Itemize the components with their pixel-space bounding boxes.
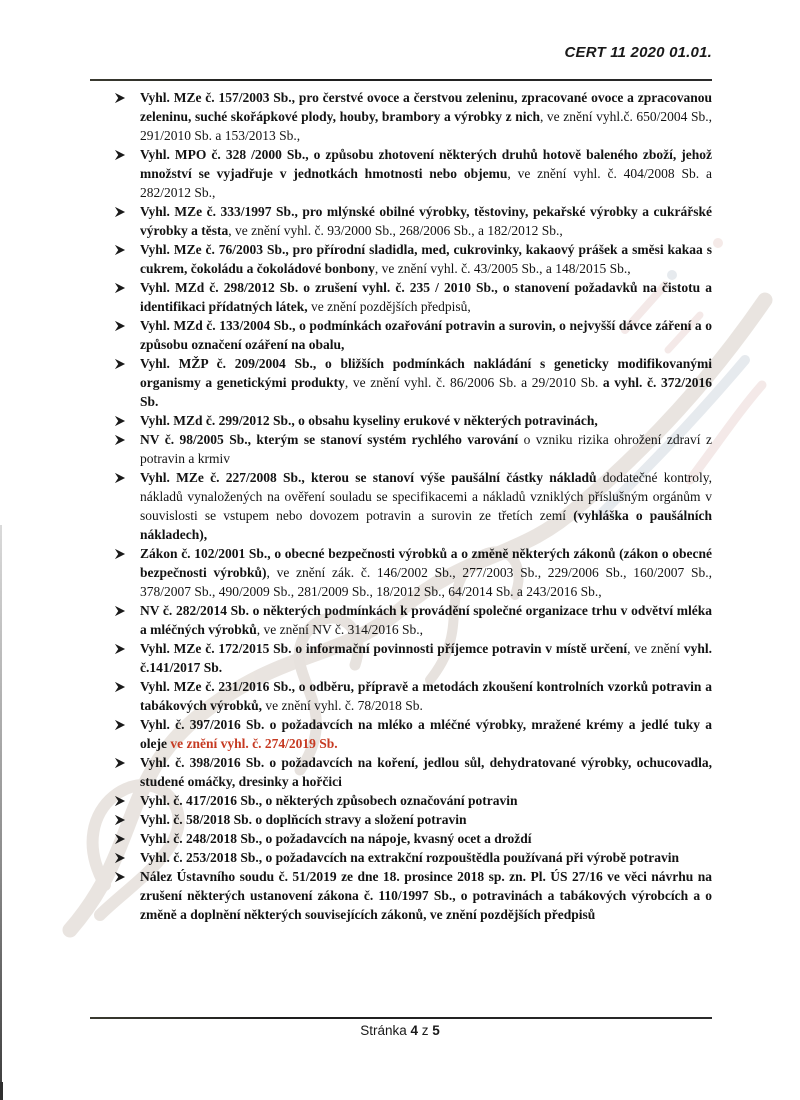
text-segment: , ve znění zák. č. 146/2002 Sb., 277/2003 Sb., 229/2006 Sb., 160/2007 Sb., 378/2007 Sb., 490/2009 Sb., 281/2009 Sb., 18/2012 Sb., 64/2014 Sb. a 243/2016 Sb., bbox=[140, 565, 712, 599]
regulation-list bbox=[90, 88, 712, 924]
text-segment: , ve znění vyhl.č. 650/2004 Sb., 291/2010 Sb. a 153/2013 Sb., bbox=[140, 109, 712, 143]
arrow-bullet-icon bbox=[114, 643, 126, 655]
text-segment: a vyhl. č. 372/2016 Sb. bbox=[140, 375, 712, 409]
text-segment: ve znění vyhl. č. 274/2019 Sb. bbox=[170, 736, 338, 751]
arrow-bullet-icon bbox=[114, 548, 126, 560]
text-segment: Zákon č. 102/2001 Sb., o obecné bezpečnosti výrobků a o změně některých zákonů (zákon o obecné bezpečnosti výrobků) bbox=[140, 546, 712, 580]
text-segment: 5 bbox=[432, 1023, 440, 1038]
list-item bbox=[90, 411, 712, 430]
arrow-bullet-icon bbox=[114, 605, 126, 617]
text-segment: 4 bbox=[410, 1023, 418, 1038]
text-segment: Vyhl. MZe č. 76/2003 Sb., pro přírodní sladidla, med, cukrovinky, kakaový prášek a směsi kakaa s cukrem, čokoládu a čokoládové bonbony bbox=[140, 242, 712, 276]
list-item bbox=[90, 202, 712, 240]
list-item bbox=[90, 430, 712, 468]
arrow-bullet-icon bbox=[114, 415, 126, 427]
arrow-bullet-icon bbox=[114, 92, 126, 104]
text-segment: Vyhl. MZd č. 299/2012 Sb., o obsahu kyseliny erukové v některých potravinách, bbox=[140, 413, 598, 428]
arrow-bullet-icon bbox=[114, 719, 126, 731]
list-item bbox=[90, 753, 712, 791]
arrow-bullet-icon bbox=[114, 320, 126, 332]
list-item bbox=[90, 145, 712, 202]
header-rule bbox=[90, 79, 712, 81]
scan-corner-artifact bbox=[0, 1082, 3, 1100]
scan-edge-artifact bbox=[0, 525, 2, 1100]
text-segment: ve znění pozdějších předpisů, bbox=[307, 299, 471, 314]
footer-rule bbox=[90, 1017, 712, 1019]
text-segment: NV č. 282/2014 Sb. o některých podmínkách k provádění společné organizace trhu v odvětví mléka a mléčných výrobků bbox=[140, 603, 712, 637]
list-item bbox=[90, 354, 712, 411]
list-item bbox=[90, 715, 712, 753]
list-item bbox=[90, 240, 712, 278]
list-item bbox=[90, 639, 712, 677]
list-item bbox=[90, 316, 712, 354]
arrow-bullet-icon bbox=[114, 472, 126, 484]
text-segment: , ve znění NV č. 314/2016 Sb., bbox=[256, 622, 423, 637]
text-segment: o vzniku rizika ohrožení zdraví z potravin a krmiv bbox=[140, 432, 712, 466]
text-segment: z bbox=[418, 1023, 433, 1038]
text-segment: ve znění vyhl. č. 78/2018 Sb. bbox=[262, 698, 423, 713]
arrow-bullet-icon bbox=[114, 795, 126, 807]
list-item bbox=[90, 601, 712, 639]
text-segment: dodatečné kontroly, nákladů vynaložených na ověření souladu se specifikacemi a nákladů vzniklých příslušným orgánům v souvislosti se vstupem nebo dovozem potravin a surovin ze třetích zemí bbox=[140, 470, 712, 523]
text-segment: (vyhláška o paušálních nákladech), bbox=[140, 508, 713, 542]
list-item bbox=[90, 867, 712, 924]
list-item bbox=[90, 791, 712, 810]
text-segment: Vyhl. č. 397/2016 Sb. o požadavcích na mléko a mléčné výrobky, mražené krémy a jedlé tuky a oleje bbox=[140, 717, 712, 751]
arrow-bullet-icon bbox=[114, 358, 126, 370]
text-segment: , ve znění bbox=[627, 641, 684, 656]
arrow-bullet-icon bbox=[114, 757, 126, 769]
text-segment: NV č. 98/2005 Sb., kterým se stanoví systém rychlého varování bbox=[140, 432, 519, 447]
text-segment: , ve znění vyhl. č. 93/2000 Sb., 268/2006 Sb., a 182/2012 Sb., bbox=[228, 223, 563, 238]
text-segment: Vyhl. MZe č. 157/2003 Sb., pro čerstvé ovoce a čerstvou zeleninu, zpracované ovoce a zpracovanou zeleninu, suché skořápkové plody, houby, brambory a výrobky z nich bbox=[140, 90, 712, 124]
text-segment: Vyhl. č. 253/2018 Sb., o požadavcích na extrakční rozpouštědla používaná při výrobě potravin bbox=[140, 850, 680, 865]
arrow-bullet-icon bbox=[114, 871, 126, 883]
list-item bbox=[90, 829, 712, 848]
text-segment: Vyhl. MZd č. 298/2012 Sb. o zrušení vyhl. č. 235 / 2010 Sb., o stanovení požadavků na čistotu a identifikaci přídatných látek, bbox=[140, 280, 712, 314]
arrow-bullet-icon bbox=[114, 833, 126, 845]
arrow-bullet-icon bbox=[114, 282, 126, 294]
text-segment: Vyhl. MZe č. 227/2008 Sb., kterou se stanoví výše paušální částky nákladů bbox=[140, 470, 597, 485]
text-segment: Vyhl. č. 398/2016 Sb. o požadavcích na koření, jedlou sůl, dehydratované výrobky, ochucovadla, studené omáčky, dresinky a hořčici bbox=[140, 755, 712, 789]
text-segment: Nález Ústavního soudu č. 51/2019 ze dne 18. prosince 2018 sp. zn. Pl. ÚS 27/16 ve věci návrhu na zrušení některých ustanovení zákona č. 110/1997 Sb., o potravinách a tabákových výrobcích a o změně a doplnění některých souvisejících zákonů, ve znění pozdějších předpisů bbox=[140, 869, 712, 922]
list-item bbox=[90, 810, 712, 829]
text-segment: Vyhl. MPO č. 328 /2000 Sb., o způsobu zhotovení některých druhů hotově baleného zboží, jehož množství se vyjadřuje v jednotkách hmotnosti nebo objemu bbox=[140, 147, 712, 181]
text-segment: , ve znění vyhl. č. 43/2005 Sb., a 148/2015 Sb., bbox=[374, 261, 631, 276]
arrow-bullet-icon bbox=[114, 149, 126, 161]
text-segment: vyhl. č.141/2017 Sb. bbox=[140, 641, 712, 675]
list-item bbox=[90, 848, 712, 867]
arrow-bullet-icon bbox=[114, 244, 126, 256]
list-item bbox=[90, 544, 712, 601]
text-segment: Vyhl. č. 58/2018 Sb. o doplňcích stravy a složení potravin bbox=[140, 812, 467, 827]
document-reference: CERT 11 2020 01.01. bbox=[564, 44, 712, 61]
text-segment: Stránka bbox=[360, 1023, 411, 1038]
arrow-bullet-icon bbox=[114, 814, 126, 826]
arrow-bullet-icon bbox=[114, 434, 126, 446]
text-segment: , ve znění vyhl. č. 86/2006 Sb. a 29/2010 Sb. bbox=[344, 375, 599, 390]
arrow-bullet-icon bbox=[114, 852, 126, 864]
text-segment: Vyhl. MZe č. 333/1997 Sb., pro mlýnské obilné výrobky, těstoviny, pekařské výrobky a cukrářské výrobky a těsta bbox=[140, 204, 712, 238]
list-item bbox=[90, 677, 712, 715]
list-item bbox=[90, 468, 712, 544]
text-segment: Vyhl. č. 417/2016 Sb., o některých způsobech označování potravin bbox=[140, 793, 518, 808]
arrow-bullet-icon bbox=[114, 206, 126, 218]
text-segment: Vyhl. č. 248/2018 Sb., o požadavcích na nápoje, kvasný ocet a droždí bbox=[140, 831, 532, 846]
list-item bbox=[90, 278, 712, 316]
arrow-bullet-icon bbox=[114, 681, 126, 693]
page-number bbox=[0, 1023, 800, 1038]
text-segment: Vyhl. MZe č. 172/2015 Sb. o informační povinnosti příjemce potravin v místě určení bbox=[140, 641, 628, 656]
list-item bbox=[90, 88, 712, 145]
text-segment: , ve znění vyhl. č. 404/2008 Sb. a 282/2012 Sb., bbox=[140, 166, 712, 200]
text-segment: Vyhl. MŽP č. 209/2004 Sb., o bližších podmínkách nakládání s geneticky modifikovanými organismy a genetickými produkty bbox=[140, 356, 712, 390]
text-segment: Vyhl. MZe č. 231/2016 Sb., o odběru, přípravě a metodách zkoušení kontrolních vzorků potravin a tabákových výrobků, bbox=[140, 679, 712, 713]
text-segment: Vyhl. MZd č. 133/2004 Sb., o podmínkách ozařování potravin a surovin, o nejvyšší dávce záření a o způsobu označení ozáření na obalu, bbox=[140, 318, 712, 352]
